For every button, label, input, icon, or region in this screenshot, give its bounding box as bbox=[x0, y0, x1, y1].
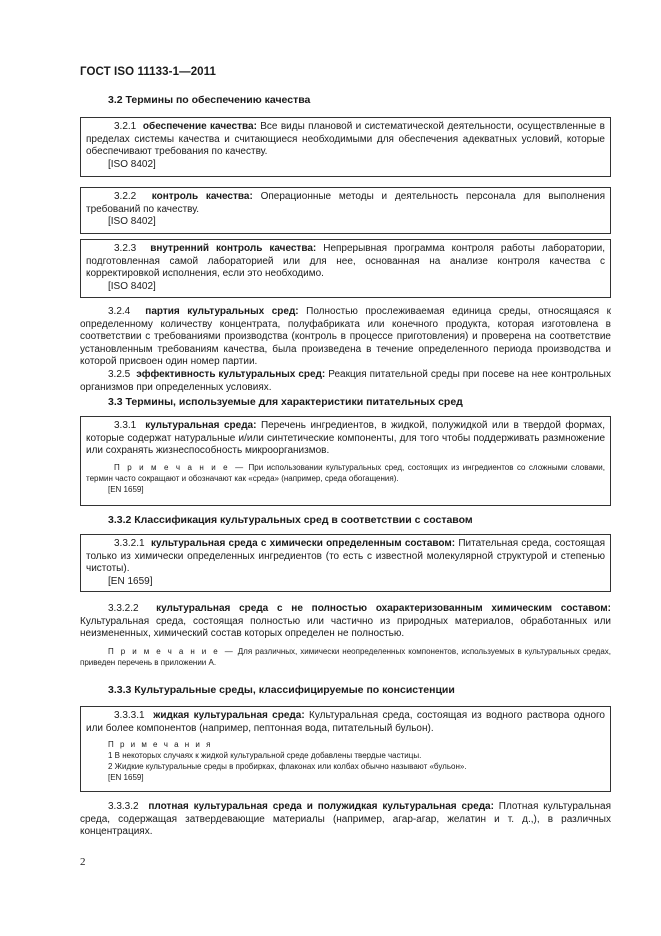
term-box-3-2-1 bbox=[80, 117, 611, 177]
term-title: культуральная среда: bbox=[145, 420, 257, 431]
term-title: культуральная среда с не полностью охарактеризованным химическим составом: bbox=[156, 603, 611, 614]
term-title: внутренний контроль качества: bbox=[150, 243, 317, 254]
page-number: 2 bbox=[80, 856, 86, 868]
note-3-3-2-2 bbox=[80, 646, 611, 668]
note-item-2: 2 Жидкие культуральные среды в пробирках, флаконах или колбах обычно называют «бульон». bbox=[108, 762, 467, 772]
term-paragraph-3-3-3-2 bbox=[80, 801, 611, 839]
term-number: 3.3.1 bbox=[114, 420, 137, 431]
term-paragraph-3-2-5 bbox=[80, 369, 611, 394]
term-title: обеспечение качества: bbox=[142, 121, 257, 132]
term-definition: Все виды плановой и систематической деятельности, осуществленные в пределах системы качества и считающиеся необходимыми для обеспечения адекватных условий, которые обеспечивают требования по качеству. bbox=[86, 121, 605, 158]
term-reference: [EN 1659] bbox=[108, 575, 153, 587]
term-box-3-3-1 bbox=[80, 416, 611, 506]
term-number: 3.2.2 bbox=[114, 191, 137, 202]
section-heading-3-3-3: 3.3.3 Культуральные среды, классифицируемые по консистенции bbox=[108, 684, 455, 696]
term-number: 3.3.3.2 bbox=[108, 801, 139, 812]
term-definition: Реакция питательной среды при посеве на нее контрольных организмов при определенных условиях. bbox=[80, 369, 611, 393]
term-number: 3.3.2.2 bbox=[108, 603, 139, 614]
term-number: 3.2.5 bbox=[108, 369, 131, 380]
term-title: жидкая культуральная среда: bbox=[153, 710, 305, 721]
section-heading-3-3-2: 3.3.2 Классификация культуральных сред в соответствии с составом bbox=[108, 514, 473, 526]
term-reference: [EN 1659] bbox=[108, 484, 144, 494]
term-definition: Полностью прослеживаемая единица среды, относящаяся к определенному количеству концентрата, полуфабриката или конечного продукта, которая изготовлена в соответствии с требованиями производства (контроль в процессе приготовления) и проверена на соответствие установленным требованиям качества, была произведена в течение определенного периода производства и которой присвоен один номер партии. bbox=[80, 306, 611, 368]
note-text: При использовании культуральных сред, состоящих из ингредиентов со сложными словами, термин часто сокращают и обозначают как «среда» (например, среда обогащения). bbox=[86, 462, 605, 483]
note-text: Для различных, химически неопределенных компонентов, используемых в культуральных средах, приведен перечень в приложении А. bbox=[80, 647, 611, 667]
term-title: плотная культуральная среда и полужидкая культуральная среда: bbox=[148, 801, 494, 812]
note-item-1: 1 В некоторых случаях к жидкой культуральной среде добавлены твердые частицы. bbox=[108, 751, 422, 761]
term-box-3-3-3-1 bbox=[80, 706, 611, 792]
note-label: П р и м е ч а н и е — bbox=[114, 462, 246, 472]
term-reference: [ISO 8402] bbox=[108, 216, 156, 228]
term-title: эффективность культуральных сред: bbox=[136, 369, 326, 380]
notes-label: П р и м е ч а н и я bbox=[108, 740, 213, 750]
term-reference: [ISO 8402] bbox=[108, 280, 156, 292]
term-paragraph-3-2-4 bbox=[80, 306, 611, 369]
term-box-3-3-2-1 bbox=[80, 534, 611, 592]
term-reference: [ISO 8402] bbox=[108, 158, 156, 170]
term-box-3-2-2 bbox=[80, 187, 611, 234]
term-title: контроль качества: bbox=[151, 191, 253, 202]
term-title: культуральная среда с химически определенным составом: bbox=[151, 538, 456, 549]
term-number: 3.2.4 bbox=[108, 306, 131, 317]
term-number: 3.3.2.1 bbox=[114, 538, 145, 549]
term-box-3-2-3 bbox=[80, 239, 611, 298]
term-reference: [EN 1659] bbox=[108, 773, 144, 783]
term-definition: Культуральная среда, состоящая из водного раствора одного или более компонентов (например, пептонная вода, питательный бульон). bbox=[86, 710, 605, 734]
section-heading-3-3: 3.3 Термины, используемые для характеристики питательных сред bbox=[108, 396, 463, 408]
term-title: партия культуральных сред: bbox=[145, 306, 299, 317]
term-definition: Непрерывная программа контроля работы лаборатории, подготовленная самой лабораторией или для нее, основанная на анализе контроля качества с корректировкой исполнения, если это необходимо. bbox=[86, 243, 605, 280]
note-label: П р и м е ч а н и е — bbox=[108, 647, 235, 656]
term-number: 3.3.3.1 bbox=[114, 710, 145, 721]
term-definition: Питательная среда, состоящая только из химически определенных ингредиентов (то есть с известной молекулярной структурой и степенью чистоты). bbox=[86, 538, 606, 575]
term-definition: Плотная культуральная среда, содержащая затвердевающие материалы (например, агар-агар, желатин и т. д.,), в различных концентрациях. bbox=[80, 801, 611, 838]
term-number: 3.2.1 bbox=[114, 121, 137, 132]
section-heading-3-2: 3.2 Термины по обеспечению качества bbox=[108, 94, 311, 106]
term-definition: Перечень ингредиентов, в жидкой, полужидкой или в твердой формах, которые содержат натуральные и/или синтетические компоненты, для того чтобы поддерживать размножение или сохранять жизнеспособность микроорганизмов. bbox=[86, 420, 605, 457]
document-header: ГОСТ ISO 11133-1—2011 bbox=[80, 66, 217, 78]
term-number: 3.2.3 bbox=[114, 243, 137, 254]
term-paragraph-3-3-2-2 bbox=[80, 603, 611, 641]
term-definition: Культуральная среда, состоящая полностью или частично из природных материалов, обработанных или неизмененных, химический состав которых определен не полностью. bbox=[80, 615, 611, 640]
term-definition: Операционные методы и деятельность персонала для выполнения требований по качеству. bbox=[86, 191, 605, 215]
